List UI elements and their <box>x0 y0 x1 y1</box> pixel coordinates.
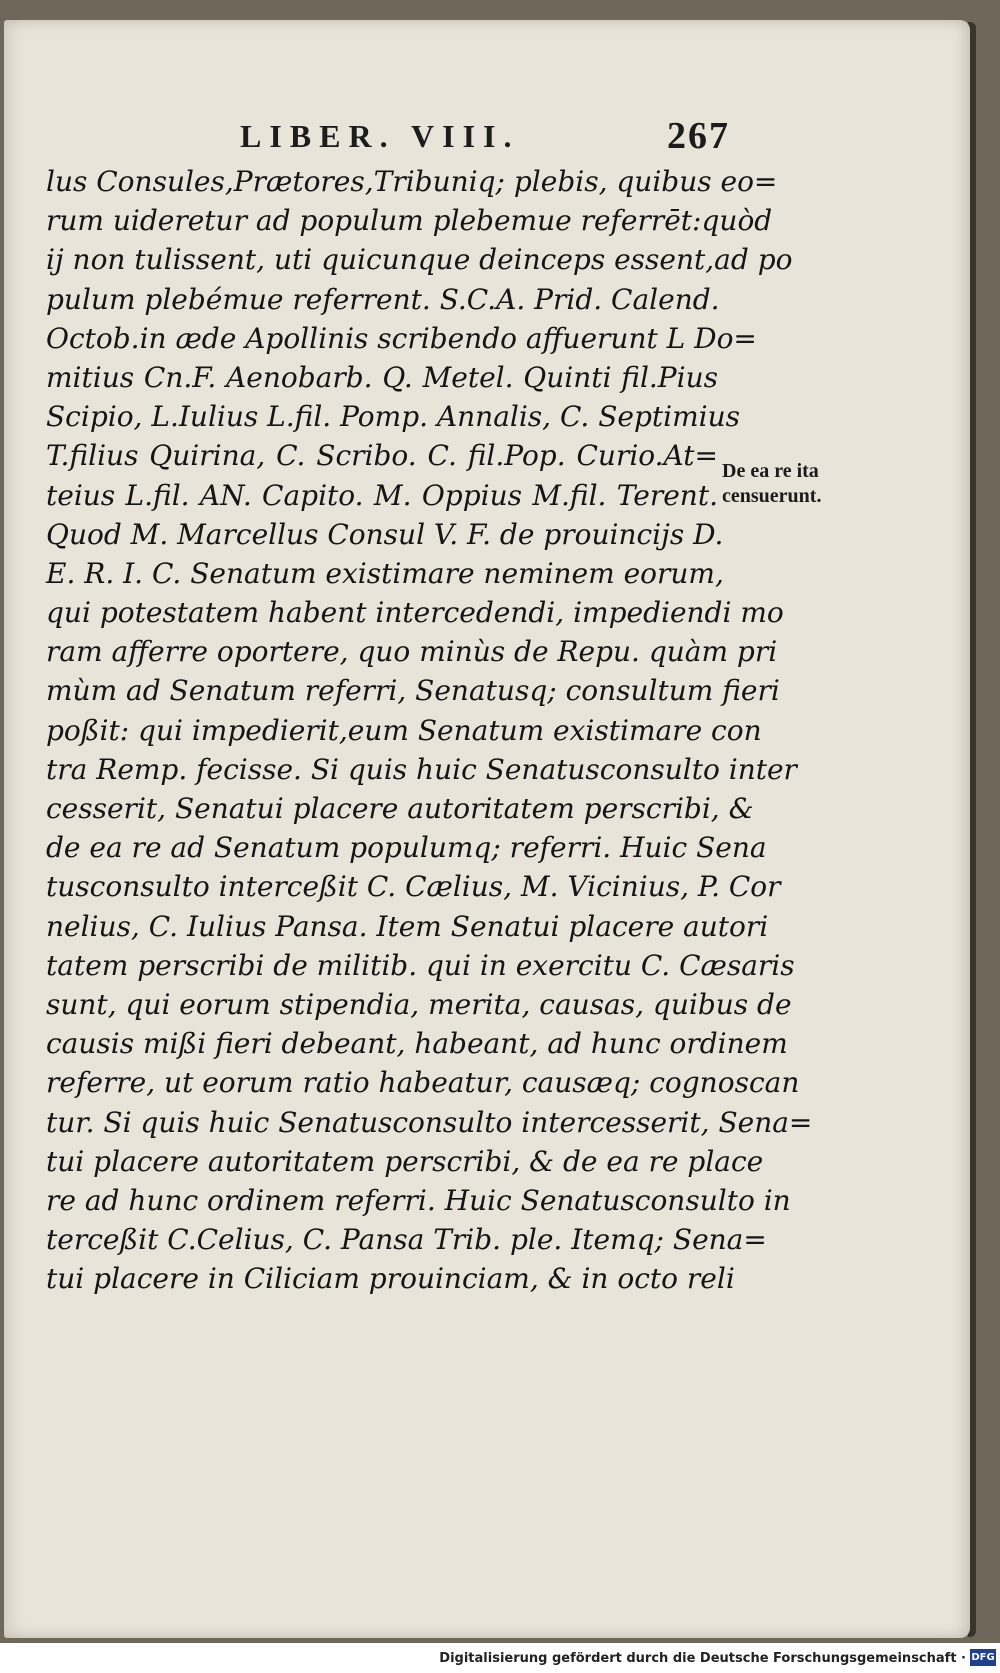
running-head-title: LIBER. VIII. <box>240 118 520 154</box>
text-line: causis mißi fieri debeant, habeant, ad hunc ordinem <box>46 1027 788 1061</box>
text-line: nelius, C. Iulius Pansa. Item Senatui placere autori <box>46 909 769 943</box>
page-number: 267 <box>667 115 730 157</box>
text-line: ram afferre oportere, quo minùs de Repu. quàm pri <box>46 635 778 669</box>
text-line: mitius Cn.F. Aenobarb. Q. Metel. Quinti fil.Pius <box>46 360 718 394</box>
text-line: Scipio, L.Iulius L.fil. Pomp. Annalis, C. Septimius <box>46 400 740 434</box>
text-line: tui placere in Ciliciam prouinciam, & in octo reli <box>46 1262 735 1296</box>
text-line: ij non tulissent, uti quicunque deinceps essent,ad po <box>46 243 793 277</box>
text-line: rum uideretur ad populum plebemue referrēt:quòd <box>46 204 773 238</box>
text-line: cesserit, Senatui placere autoritatem perscribi, & <box>46 792 754 825</box>
marginal-note-line: De ea re ita <box>722 460 819 482</box>
text-line: Quod M. Marcellus Consul V. F. de prouincijs D. <box>46 517 724 551</box>
text-line: teius L.fil. AN. Capito. M. Oppius M.fil. Terent. <box>46 478 718 512</box>
text-line: Octob.in æde Apollinis scribendo affuerunt L Do= <box>46 321 757 355</box>
text-line: qui potestatem habent intercedendi, impediendi mo <box>46 596 784 630</box>
dfg-logo: DFG <box>970 1649 996 1666</box>
text-line: re ad hunc ordinem referri. Huic Senatusconsulto in <box>46 1183 791 1217</box>
text-line: poßit: qui impedierit,eum Senatum existimare con <box>46 713 762 747</box>
marginal-note-line: censuerunt. <box>722 485 822 507</box>
text-line: sunt, qui eorum stipendia, merita, causas, quibus de <box>46 987 792 1021</box>
text-line: referre, ut eorum ratio habeatur, causæq; cognoscan <box>46 1066 800 1100</box>
text-line: terceßit C.Celius, C. Pansa Trib. ple. Itemq; Sena= <box>46 1223 767 1257</box>
running-head <box>240 115 730 158</box>
text-line: tra Remp. fecisse. Si quis huic Senatusconsulto inter <box>46 752 797 786</box>
text-line: E. R. I. C. Senatum existimare neminem eorum, <box>46 556 724 590</box>
text-line: tur. Si quis huic Senatusconsulto intercesserit, Sena= <box>46 1105 813 1139</box>
marginal-note <box>722 459 862 509</box>
text-line: de ea re ad Senatum populumq; referri. Huic Sena <box>46 831 767 865</box>
digitization-credit: Digitalisierung gefördert durch die Deutsche Forschungsgemeinschaft · <box>439 1651 966 1666</box>
text-line: tui placere autoritatem perscribi, & de ea re place <box>46 1144 764 1178</box>
text-line: lus Consules,Prætores,Tribuniq; plebis, quibus eo= <box>46 165 778 198</box>
text-line: tusconsulto interceßit C. Cælius, M. Vicinius, P. Cor <box>46 870 781 904</box>
text-line: mùm ad Senatum referri, Senatusq; consultum fieri <box>46 674 780 708</box>
text-line: pulum plebémue referrent. S.C.A. Prid. Calend. <box>46 282 720 316</box>
text-line: tatem perscribi de militib. qui in exercitu C. Cæsaris <box>46 948 795 982</box>
text-line: T.filius Quirina, C. Scribo. C. fil.Pop. Curio.At= <box>46 439 718 473</box>
